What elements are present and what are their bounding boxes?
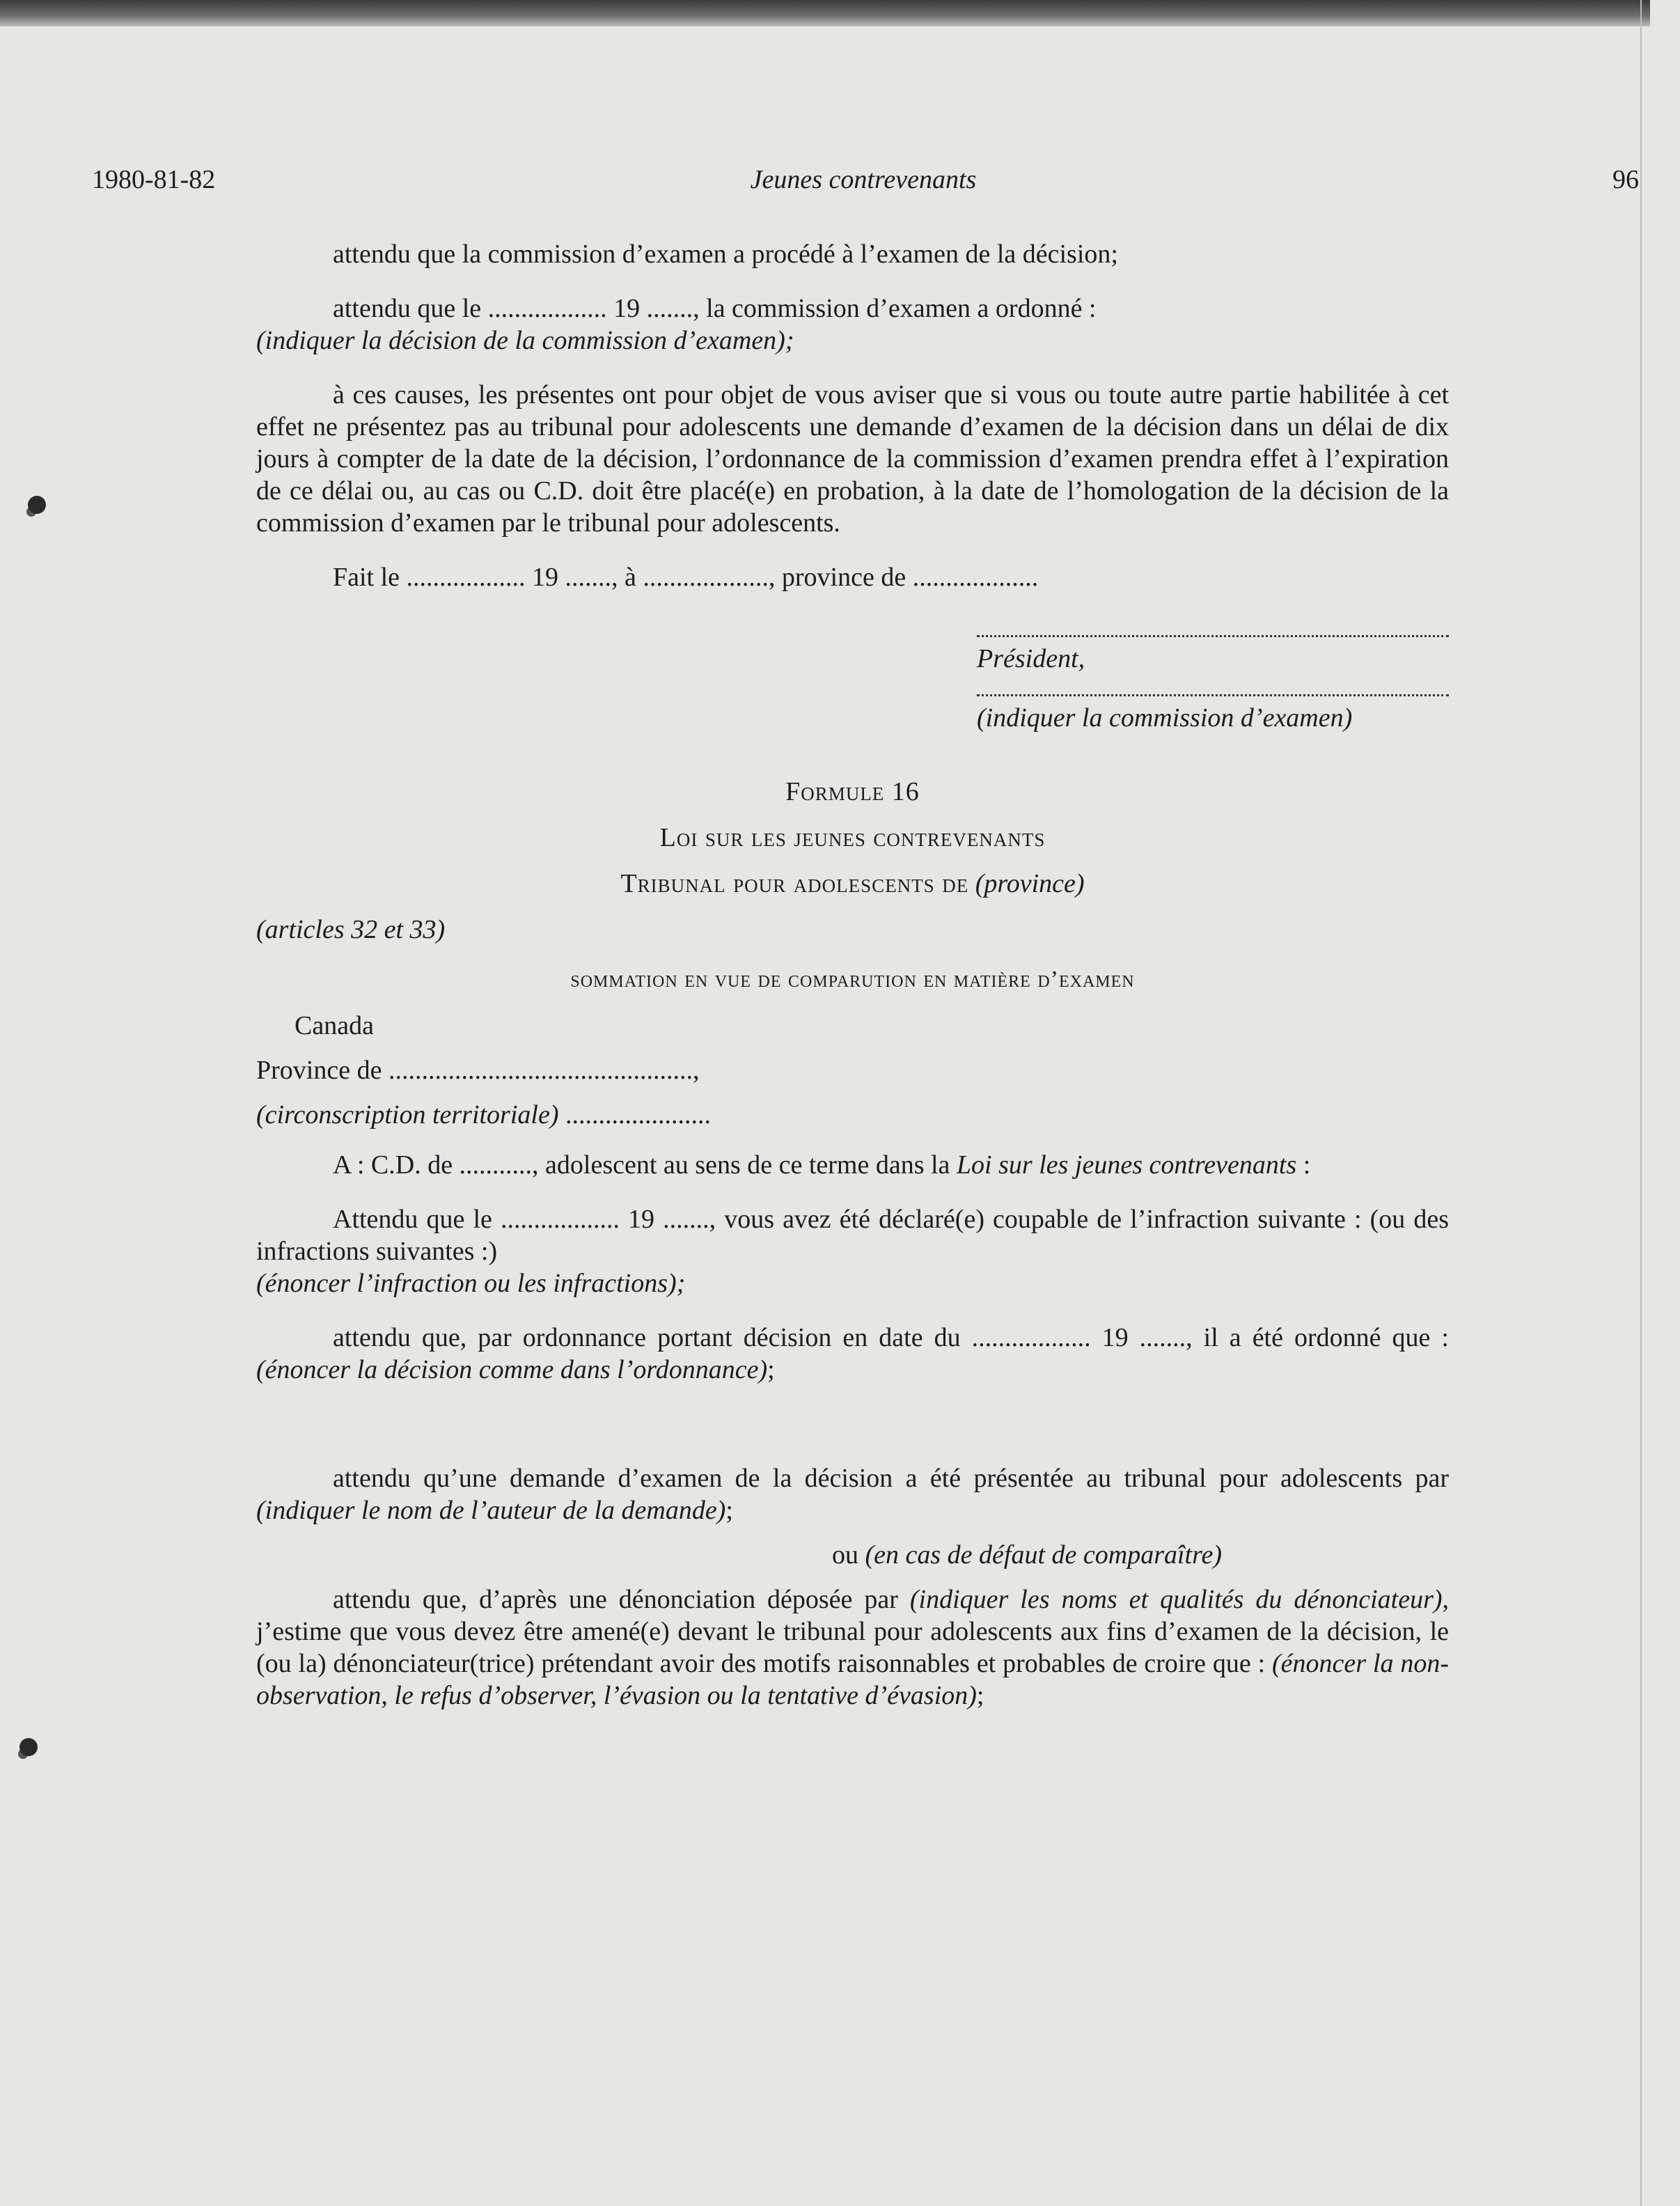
form-court	[256, 868, 1449, 900]
circonscription-dots: ......................	[565, 1100, 711, 1129]
header-title: Jeunes contrevenants	[750, 165, 977, 194]
signature-block	[977, 616, 1449, 734]
header-year: 1980-81-82	[92, 165, 216, 194]
page-right-edge	[1640, 0, 1642, 2206]
form-circonscription	[256, 1099, 1449, 1131]
paragraph-ou-defaut: ou (en cas de défaut de comparaître)	[832, 1540, 1222, 1570]
signature-president: Président,	[977, 644, 1085, 673]
paragraph-attendu-demande: attendu qu’une demande d’examen de la décision a été présentée au tribunal pour adolescents par (indiquer le nom de l’auteur de la demande);	[256, 1464, 1449, 1525]
page-number: 96	[1612, 165, 1639, 194]
form-province-de: Province de ..............................................,	[256, 1056, 700, 1085]
instruction-indiquer-decision: (indiquer la décision de la commission d’examen);	[256, 326, 794, 355]
paragraph-attendu-ordonnance: attendu que, par ordonnance portant décision en date du .................. 19 ......., il a été ordonné que : (énoncer la décision comme dans l’ordonnance);	[256, 1323, 1449, 1384]
paragraph-attendu-denonciation: attendu que, d’après une dénonciation déposée par (indiquer les noms et qualités du dénonciateur), j’estime que vous devez être amené(e) devant le tribunal pour adolescents aux fins d’examen de la décision, le (ou la) dénonciateur(trice) prétendant avoir des motifs raisonnables et probables de croire que : (énoncer la non-observation, le refus d’observer, l’évasion ou la tentative d’évasion);	[256, 1585, 1450, 1710]
paragraph-a-cd: A : C.D. de ..........., adolescent au sens de ce terme dans la Loi sur les jeunes contrevenants :	[333, 1150, 1311, 1180]
paragraph-commission-ordonne: attendu que le .................. 19 ......., la commission d’examen a ordonné :	[333, 294, 1097, 323]
form-canada: Canada	[295, 1011, 374, 1040]
form-court-name: Tribunal pour adolescents de	[620, 869, 969, 898]
form-court-province: (province)	[975, 869, 1085, 898]
act-name: Loi sur les jeunes contrevenants	[956, 1150, 1297, 1180]
signature-line	[977, 616, 1449, 637]
circonscription-label: (circonscription territoriale)	[256, 1100, 559, 1129]
binder-hole-mark	[28, 496, 46, 514]
instruction-enoncer-infraction: (énoncer l’infraction ou les infractions);	[256, 1269, 686, 1298]
paragraph-attendu-infraction: Attendu que le .................. 19 ......., vous avez été déclaré(e) coupable de l’infraction suivante : (ou des infractions suivantes :)	[256, 1205, 1449, 1266]
binder-hole-mark	[19, 1738, 38, 1756]
page-content	[256, 238, 1449, 1734]
fait-le-line: Fait le .................. 19 ......., à ..................., province de ...................	[333, 563, 1039, 592]
signature-commission: (indiquer la commission d’examen)	[977, 703, 1353, 733]
summons-title: sommation en vue de comparution en matière d’examen	[570, 967, 1135, 992]
paragraph-a-ces-causes: à ces causes, les présentes ont pour objet de vous aviser que si vous ou toute autre partie habilitée à cet effet ne présentez pas au tribunal pour adolescents une demande d’examen de la décision dans un délai de dix jours à compter de la date de la décision, l’ordonnance de la commission d’examen prendra effet à l’expiration de ce délai ou, au cas ou C.D. doit être placé(e) en probation, à la date de l’homologation de la décision de la commission d’examen par le tribunal pour adolescents.	[256, 380, 1449, 538]
form-number: Formule 16	[785, 777, 920, 806]
signature-line	[977, 675, 1449, 696]
scan-top-border	[0, 0, 1650, 26]
form-articles: (articles 32 et 33)	[256, 915, 446, 944]
paragraph-commission-examen: attendu que la commission d’examen a procédé à l’examen de la décision;	[333, 240, 1118, 269]
form-act-title: Loi sur les jeunes contrevenants	[659, 823, 1046, 852]
page-header	[0, 164, 1680, 199]
